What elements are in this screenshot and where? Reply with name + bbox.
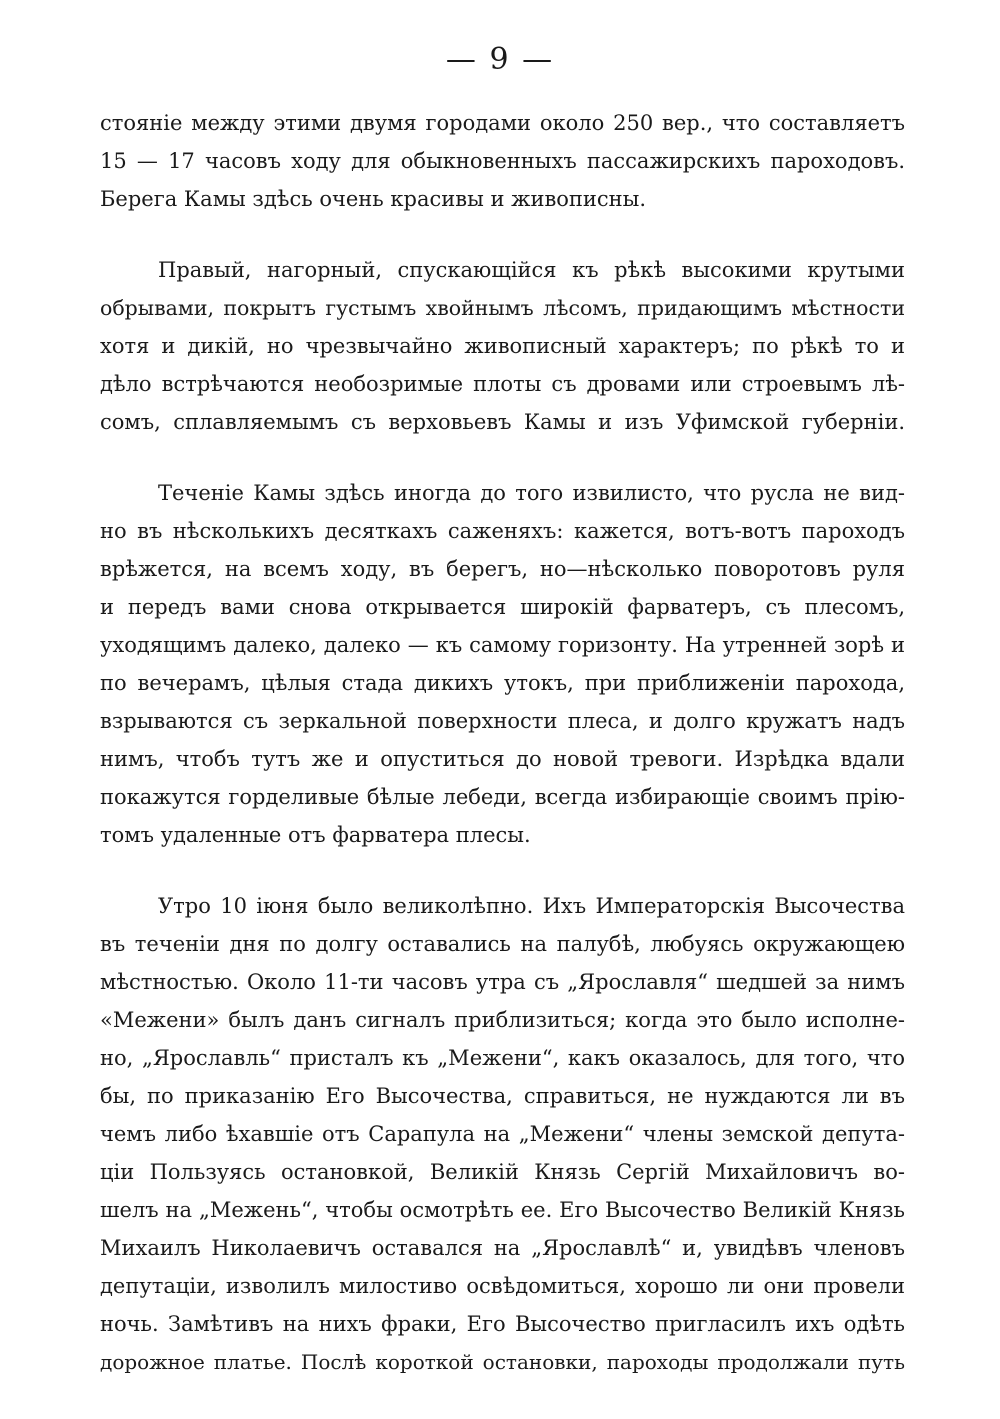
text-line: взрываются съ зеркальной поверхности плеса, и долго кружатъ надъ — [100, 709, 905, 733]
text-line: нимъ, чтобъ тутъ же и опуститься до новой тревоги. Изрѣдка вдали — [100, 747, 905, 771]
paragraph-gap — [100, 854, 905, 887]
text-line: обрывами, покрытъ густымъ хвойнымъ лѣсомъ, придающимъ мѣстности — [100, 296, 905, 320]
paragraph-gap — [100, 441, 905, 474]
text-line: сомъ, сплавляемымъ съ верховьевъ Камы и изъ Уфимской губерніи. — [100, 410, 905, 434]
text-line: но, „Ярославль“ присталъ къ „Межени“, какъ оказалось, для того, что — [100, 1046, 905, 1070]
text-line: врѣжется, на всемъ ходу, въ берегъ, но—нѣсколько поворотовъ руля — [100, 557, 905, 581]
paragraph — [100, 104, 905, 218]
text-line: Утро 10 іюня было великолѣпно. Ихъ Императорскія Высочества — [158, 894, 905, 918]
body-text — [100, 104, 905, 1381]
text-line: но въ нѣсколькихъ десяткахъ саженяхъ: кажется, вотъ-вотъ пароходъ — [100, 519, 905, 543]
page-number: — 9 — — [445, 42, 555, 77]
text-line: ціи Пользуясь остановкой, Великій Князь Сергій Михайловичъ во- — [100, 1160, 905, 1184]
paragraph — [100, 251, 905, 441]
text-line: стояніе между этими двумя городами около 250 вер., что составляетъ — [100, 111, 905, 135]
text-line: Михаилъ Николаевичъ оставался на „Ярославлѣ“ и, увидѣвъ членовъ — [100, 1236, 905, 1260]
text-line: депутаціи, изволилъ милостиво освѣдомиться, хорошо ли они провели — [100, 1274, 905, 1298]
text-line: въ теченіи дня по долгу оставались на палубѣ, любуясь окружающею — [100, 932, 905, 956]
text-line: мѣстностью. Около 11-ти часовъ утра съ „Ярославля“ шедшей за нимъ — [100, 970, 905, 994]
text-line: и передъ вами снова открывается широкій фарватеръ, съ плесомъ, — [100, 595, 905, 619]
text-line: Берега Камы здѣсь очень красивы и живописны. — [100, 187, 647, 211]
text-line: хотя и дикій, но чрезвычайно живописный характеръ; по рѣкѣ то и — [100, 334, 905, 358]
text-line: дѣло встрѣчаются необозримые плоты съ дровами или строевымъ лѣ- — [100, 372, 905, 396]
paragraph-gap — [100, 218, 905, 251]
text-line: 15 — 17 часовъ ходу для обыкновенныхъ пассажирскихъ пароходовъ. — [100, 149, 905, 173]
text-line: уходящимъ далеко, далеко — къ самому горизонту. На утренней зорѣ и — [100, 633, 905, 657]
text-line: по вечерамъ, цѣлыя стада дикихъ утокъ, при приближеніи парохода, — [100, 671, 905, 695]
text-line: покажутся горделивые бѣлые лебеди, всегда избирающіе своимъ прію- — [100, 785, 905, 809]
text-line: ночь. Замѣтивъ на нихъ фраки, Его Высочество пригласилъ ихъ одѣть — [100, 1312, 905, 1336]
text-line: чемъ либо ѣхавшіе отъ Сарапула на „Межени“ члены земской депута- — [100, 1122, 905, 1146]
paragraph — [100, 474, 905, 854]
text-line: «Межени» былъ данъ сигналъ приблизиться; когда это было исполне- — [100, 1008, 905, 1032]
text-line: дорожное платье. Послѣ короткой остановки, пароходы продолжали путь — [100, 1350, 905, 1374]
text-line: Теченіе Камы здѣсь иногда до того извилисто, что русла не вид- — [158, 481, 905, 505]
text-line: шелъ на „Межень“, чтобы осмотрѣть ее. Его Высочество Великій Князь — [100, 1198, 905, 1222]
paragraph — [100, 887, 905, 1381]
text-line: бы, по приказанію Его Высочества, справиться, не нуждаются ли въ — [100, 1084, 905, 1108]
text-line: томъ удаленные отъ фарватера плесы. — [100, 823, 531, 847]
text-line: Правый, нагорный, спускающійся къ рѣкѣ высокими крутыми — [158, 258, 905, 282]
